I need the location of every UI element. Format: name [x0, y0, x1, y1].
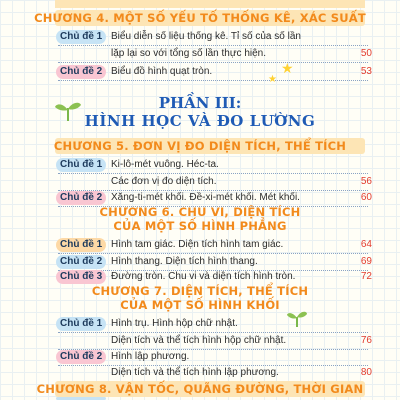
page-number[interactable]: 53	[360, 66, 372, 77]
page-number[interactable]: 56	[360, 176, 372, 187]
page-number[interactable]: 60	[360, 192, 372, 203]
topic-line[interactable]: Hình thang. Diện tích hình thang.	[111, 256, 258, 267]
chapter6-title-line1[interactable]: CHƯƠNG 6. CHU VI, DIỆN TÍCH	[99, 205, 301, 219]
topic-chip: Chủ đề 1	[56, 317, 106, 331]
star-icon: ★	[281, 60, 294, 76]
page-number[interactable]: 69	[360, 256, 372, 267]
sprout-icon	[286, 308, 308, 328]
chapter5-title[interactable]: CHƯƠNG 5. ĐƠN VỊ ĐO DIỆN TÍCH, THỂ TÍCH	[53, 139, 347, 153]
divider	[58, 253, 368, 254]
topic-chip: Chủ đề 1	[56, 158, 106, 172]
star-icon: ★	[268, 74, 277, 85]
topic-line[interactable]: Ki-lô-mét vuông. Héc-ta.	[111, 159, 219, 170]
topic-line[interactable]: Hình trụ. Hình hộp chữ nhật.	[111, 318, 238, 329]
topic-chip: Chủ đề 1	[56, 238, 106, 252]
topic-line[interactable]: lặp lại so với tổng số lần thực hiện.	[111, 48, 267, 59]
chapter8-title[interactable]: CHƯƠNG 8. VẬN TỐC, QUÃNG ĐƯỜNG, THỜI GIAN	[36, 382, 364, 396]
topic-line[interactable]: Biểu đồ hình quạt tròn.	[111, 66, 213, 77]
divider	[58, 173, 368, 174]
part-label: PHẦN III:	[158, 94, 242, 112]
page-number[interactable]: 72	[360, 271, 372, 282]
page-number[interactable]: 50	[360, 48, 372, 59]
topic-chip: Chủ đề 2	[56, 255, 106, 269]
topic-line[interactable]: Diện tích và thể tích hình hộp chữ nhật.	[111, 335, 287, 346]
top-chapter-bar	[55, 0, 365, 8]
chapter6-title-line2[interactable]: CỦA MỘT SỐ HÌNH PHẲNG	[113, 219, 287, 233]
topic-line[interactable]: Hình tam giác. Diện tích hình tam giác.	[111, 239, 284, 250]
topic-chip: Chủ đề 3	[56, 270, 106, 284]
topic-chip: Chủ đề 2	[56, 350, 106, 364]
topic-line[interactable]: Đường tròn. Chu vi và diện tích hình tròn.	[111, 271, 296, 282]
divider	[58, 62, 368, 63]
divider	[58, 349, 368, 350]
divider	[58, 80, 368, 81]
topic-chip: Chủ đề 2	[56, 65, 106, 79]
chapter4-title[interactable]: CHƯƠNG 4. MỘT SỐ YẾU TỐ THỐNG KÊ, XÁC SUẤT	[34, 11, 366, 25]
chapter7-title-line1[interactable]: CHƯƠNG 7. DIỆN TÍCH, THỂ TÍCH	[91, 284, 309, 298]
topic-line[interactable]: Hình lập phương.	[111, 351, 190, 362]
chapter7-title-line2[interactable]: CỦA MỘT SỐ HÌNH KHỐI	[120, 298, 280, 312]
topic-line[interactable]: Các đơn vị đo diện tích.	[111, 176, 217, 187]
topic-chip: Chủ đề 2	[56, 191, 106, 205]
page-number[interactable]: 64	[360, 239, 372, 250]
divider	[58, 332, 368, 333]
topic-line[interactable]: Biểu diễn số liệu thống kê. Tỉ số của số lần	[111, 31, 301, 42]
part-title: HÌNH HỌC VÀ ĐO LƯỜNG	[84, 112, 316, 130]
topic-line[interactable]: Diện tích và thể tích hình lập phương.	[111, 367, 279, 378]
page-number[interactable]: 80	[360, 367, 372, 378]
topic-chip: Chủ đề 1	[56, 30, 106, 44]
topic-line[interactable]: Xăng-ti-mét khối. Đề-xi-mét khối. Mét khối.	[111, 192, 300, 203]
page-number[interactable]: 76	[360, 335, 372, 346]
divider	[58, 45, 368, 46]
